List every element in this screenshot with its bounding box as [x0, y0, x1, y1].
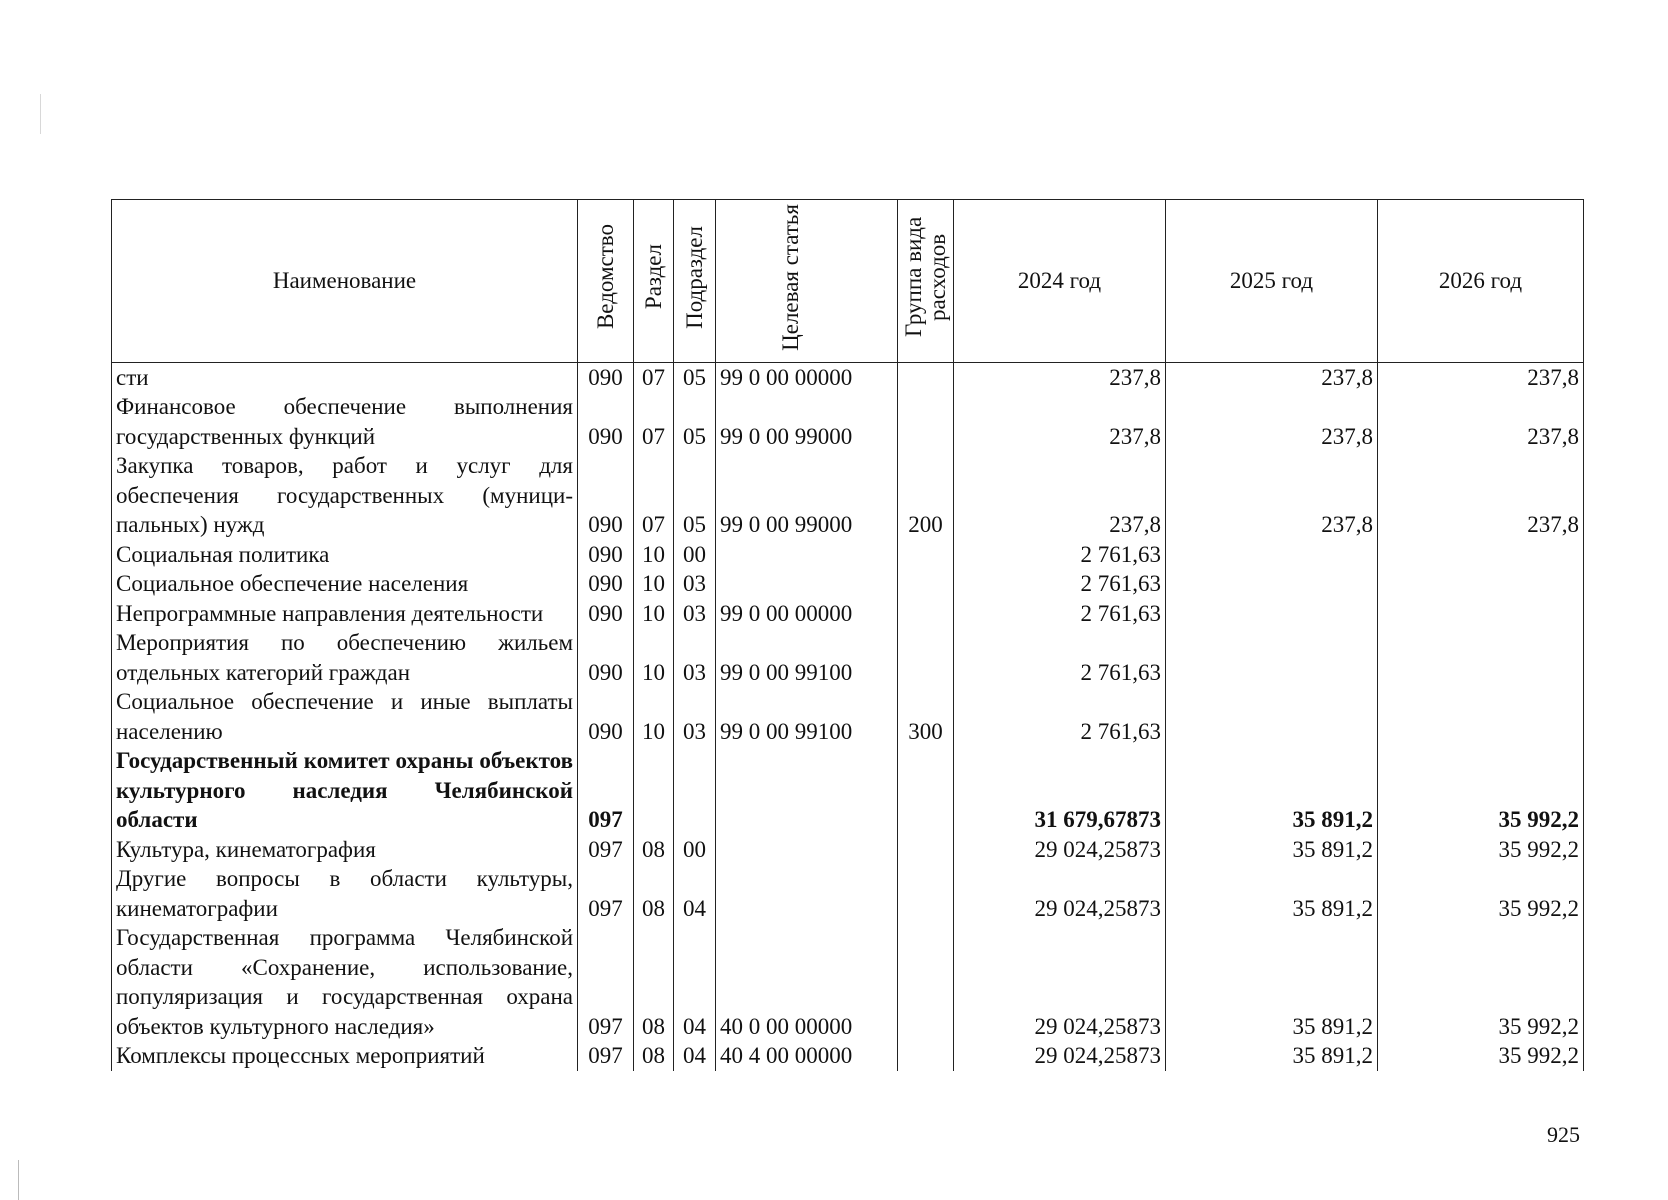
row-section: 10: [634, 540, 674, 570]
header-dept: Ведомство: [578, 200, 634, 363]
row-subsection: 03: [674, 569, 716, 599]
row-2024: 29 024,25873: [954, 1041, 1166, 1071]
row-2024: 237,8: [954, 392, 1166, 451]
table-row: [112, 569, 1584, 599]
row-name: Комплексы процессных мероприятий: [112, 1041, 578, 1071]
row-target: [716, 569, 898, 599]
table-row: [112, 362, 1584, 392]
row-2024: 237,8: [954, 362, 1166, 392]
row-dept: 090: [578, 362, 634, 392]
row-section: 08: [634, 835, 674, 865]
row-2024: 2 761,63: [954, 599, 1166, 629]
row-2024: 31 679,67873: [954, 746, 1166, 835]
row-dept: 090: [578, 569, 634, 599]
row-subsection: 05: [674, 392, 716, 451]
row-2026: 35 992,2: [1378, 1041, 1584, 1071]
row-expense-group: [898, 362, 954, 392]
row-2025: [1166, 628, 1378, 687]
row-expense-group: [898, 746, 954, 835]
row-subsection: 00: [674, 835, 716, 865]
header-2024: 2024 год: [954, 200, 1166, 363]
row-2025: 35 891,2: [1166, 1041, 1378, 1071]
row-dept: 090: [578, 599, 634, 629]
row-2025: [1166, 599, 1378, 629]
row-dept: 097: [578, 746, 634, 835]
row-2024: 2 761,63: [954, 628, 1166, 687]
row-2024: 2 761,63: [954, 540, 1166, 570]
row-2024: 29 024,25873: [954, 835, 1166, 865]
table-header-row: [112, 200, 1584, 363]
row-target: 99 0 00 00000: [716, 599, 898, 629]
row-expense-group: [898, 923, 954, 1041]
row-subsection: 05: [674, 362, 716, 392]
header-section: Раздел: [634, 200, 674, 363]
row-2025: 35 891,2: [1166, 923, 1378, 1041]
row-name: Другие вопросы в области культуры, кинематографии: [112, 864, 578, 923]
row-2026: 237,8: [1378, 451, 1584, 540]
row-2026: 35 992,2: [1378, 864, 1584, 923]
row-section: 08: [634, 1041, 674, 1071]
row-2026: 237,8: [1378, 392, 1584, 451]
row-dept: 090: [578, 540, 634, 570]
header-subsection: Подраздел: [674, 200, 716, 363]
table-row: [112, 835, 1584, 865]
row-2024: 2 761,63: [954, 687, 1166, 746]
row-2026: 237,8: [1378, 362, 1584, 392]
row-name: Мероприятия по обеспечению жильем отдельных категорий граждан: [112, 628, 578, 687]
row-dept: 090: [578, 687, 634, 746]
row-section: 10: [634, 569, 674, 599]
row-name: Государственная программа Челябинской области «Сохранение, использование, популяризация и государственная охрана объектов культурного наследия»: [112, 923, 578, 1041]
table-row: [112, 687, 1584, 746]
header-target: Целевая статья: [716, 200, 898, 363]
header-2026: 2026 год: [1378, 200, 1584, 363]
row-subsection: [674, 746, 716, 835]
row-dept: 090: [578, 392, 634, 451]
row-target: [716, 540, 898, 570]
row-2026: 35 992,2: [1378, 835, 1584, 865]
row-name: Социальное обеспечение населения: [112, 569, 578, 599]
row-subsection: 03: [674, 599, 716, 629]
row-subsection: 03: [674, 687, 716, 746]
row-dept: 097: [578, 835, 634, 865]
scan-edge-line: [18, 1160, 19, 1200]
row-name: Государственный комитет охраны объектов культурного наследия Челябинской области: [112, 746, 578, 835]
table-row: [112, 599, 1584, 629]
row-2025: 237,8: [1166, 451, 1378, 540]
row-section: [634, 746, 674, 835]
row-expense-group: [898, 569, 954, 599]
row-target: 40 4 00 00000: [716, 1041, 898, 1071]
row-name: Закупка товаров, работ и услуг для обеспечения государственных (муниципальных) нужд: [112, 451, 578, 540]
row-2025: [1166, 687, 1378, 746]
row-name: сти: [112, 362, 578, 392]
row-section: 10: [634, 599, 674, 629]
row-target: [716, 835, 898, 865]
row-subsection: 04: [674, 923, 716, 1041]
row-expense-group: [898, 1041, 954, 1071]
scan-edge-line: [40, 94, 41, 134]
row-dept: 097: [578, 923, 634, 1041]
row-2026: [1378, 540, 1584, 570]
page-number: 925: [1547, 1122, 1580, 1147]
row-expense-group: [898, 540, 954, 570]
table-row: [112, 540, 1584, 570]
row-subsection: 04: [674, 1041, 716, 1071]
row-2025: 237,8: [1166, 362, 1378, 392]
row-2024: 237,8: [954, 451, 1166, 540]
row-2026: [1378, 569, 1584, 599]
row-name: Социальная политика: [112, 540, 578, 570]
header-2025: 2025 год: [1166, 200, 1378, 363]
row-dept: 090: [578, 451, 634, 540]
header-name: Наименование: [112, 200, 578, 363]
row-subsection: 03: [674, 628, 716, 687]
header-expense-group: Группа вида расходов: [898, 200, 954, 363]
row-2025: 237,8: [1166, 392, 1378, 451]
table-row: [112, 923, 1584, 1041]
row-expense-group: 200: [898, 451, 954, 540]
row-dept: 090: [578, 628, 634, 687]
row-expense-group: [898, 599, 954, 629]
table-row: [112, 1041, 1584, 1071]
row-section: 08: [634, 923, 674, 1041]
row-dept: 097: [578, 864, 634, 923]
row-section: 07: [634, 392, 674, 451]
row-expense-group: 300: [898, 687, 954, 746]
row-target: 99 0 00 00000: [716, 362, 898, 392]
budget-table: [111, 199, 1584, 1071]
row-expense-group: [898, 392, 954, 451]
row-section: 07: [634, 451, 674, 540]
row-2026: 35 992,2: [1378, 746, 1584, 835]
row-2026: [1378, 687, 1584, 746]
row-name: Финансовое обеспечение выполнения государственных функций: [112, 392, 578, 451]
row-2025: [1166, 569, 1378, 599]
row-target: [716, 746, 898, 835]
row-dept: 097: [578, 1041, 634, 1071]
row-subsection: 05: [674, 451, 716, 540]
row-section: 10: [634, 628, 674, 687]
row-name: Культура, кинематография: [112, 835, 578, 865]
row-subsection: 04: [674, 864, 716, 923]
row-target: 99 0 00 99000: [716, 392, 898, 451]
row-expense-group: [898, 628, 954, 687]
table-row: [112, 392, 1584, 451]
row-target: 99 0 00 99000: [716, 451, 898, 540]
table-row: [112, 451, 1584, 540]
table-row: [112, 628, 1584, 687]
row-2025: 35 891,2: [1166, 864, 1378, 923]
table-row: [112, 746, 1584, 835]
row-target: 99 0 00 99100: [716, 628, 898, 687]
row-2026: [1378, 599, 1584, 629]
row-name: Непрограммные направления деятельности: [112, 599, 578, 629]
row-2024: 29 024,25873: [954, 864, 1166, 923]
row-target: [716, 864, 898, 923]
row-2024: 29 024,25873: [954, 923, 1166, 1041]
row-2026: [1378, 628, 1584, 687]
row-section: 10: [634, 687, 674, 746]
row-expense-group: [898, 864, 954, 923]
row-name: Социальное обеспечение и иные выплаты населению: [112, 687, 578, 746]
row-section: 07: [634, 362, 674, 392]
row-2024: 2 761,63: [954, 569, 1166, 599]
row-2025: 35 891,2: [1166, 835, 1378, 865]
row-subsection: 00: [674, 540, 716, 570]
row-target: 99 0 00 99100: [716, 687, 898, 746]
row-target: 40 0 00 00000: [716, 923, 898, 1041]
row-2025: 35 891,2: [1166, 746, 1378, 835]
row-2025: [1166, 540, 1378, 570]
table-row: [112, 864, 1584, 923]
row-expense-group: [898, 835, 954, 865]
row-2026: 35 992,2: [1378, 923, 1584, 1041]
row-section: 08: [634, 864, 674, 923]
